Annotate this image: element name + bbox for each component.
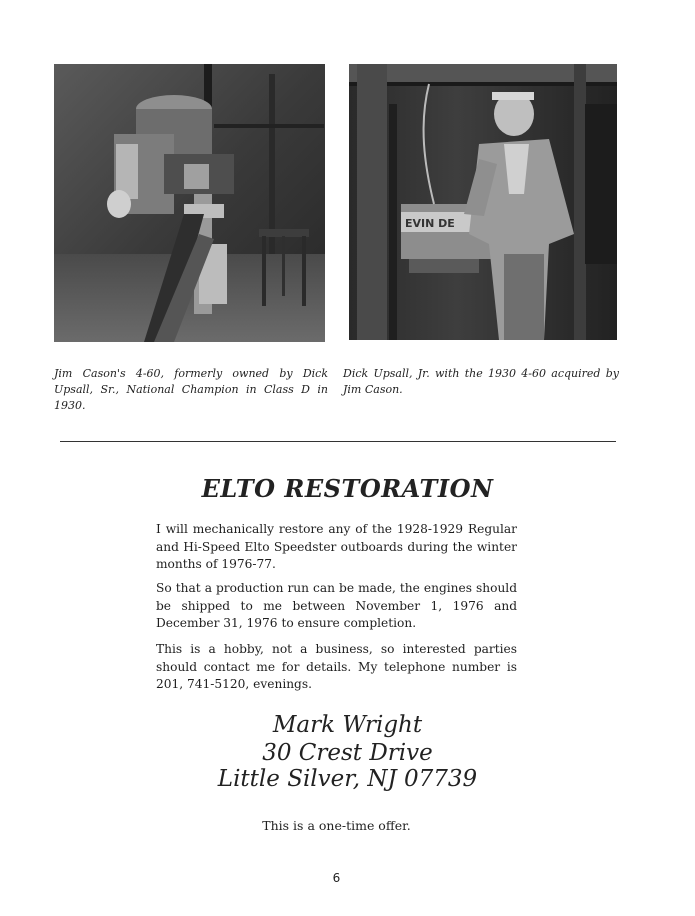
section-divider <box>60 441 616 442</box>
ad-paragraph: I will mechanically restore any of the 1928-1929 Regular and Hi-Speed Elto Speedster outboards during the winter months of 1976-77. <box>156 522 517 571</box>
engine-brand-sign: EVIN DE <box>405 217 455 230</box>
man-with-outboard-photo-icon <box>349 64 617 340</box>
ad-paragraph: So that a production run can be made, the engines should be shipped to me between November 1, 1976 and December 31, 1976 to ensure completion. <box>156 581 517 630</box>
photo-caption-left: Jim Cason's 4-60, formerly owned by Dick Upsall, Sr., National Champion in Class D in 1930. <box>54 367 328 412</box>
contact-name: Mark Wright <box>272 712 423 738</box>
offer-note: This is a one-time offer. <box>262 818 411 833</box>
man-with-outboard-photo <box>349 64 617 340</box>
outboard-motor-photo-icon <box>54 64 325 342</box>
page-number: 6 <box>332 871 341 885</box>
contact-street: 30 Crest Drive <box>262 740 433 766</box>
photo-caption-right: Dick Upsall, Jr. with the 1930 4-60 acquired by Jim Cason. <box>343 367 619 396</box>
outboard-motor-photo <box>54 64 325 342</box>
contact-city: Little Silver, NJ 07739 <box>217 766 478 792</box>
ad-title: ELTO RESTORATION <box>201 474 494 503</box>
ad-paragraph: This is a hobby, not a business, so interested parties should contact me for details. My telephone number is 201, 741-5120, evenings. <box>156 642 517 691</box>
